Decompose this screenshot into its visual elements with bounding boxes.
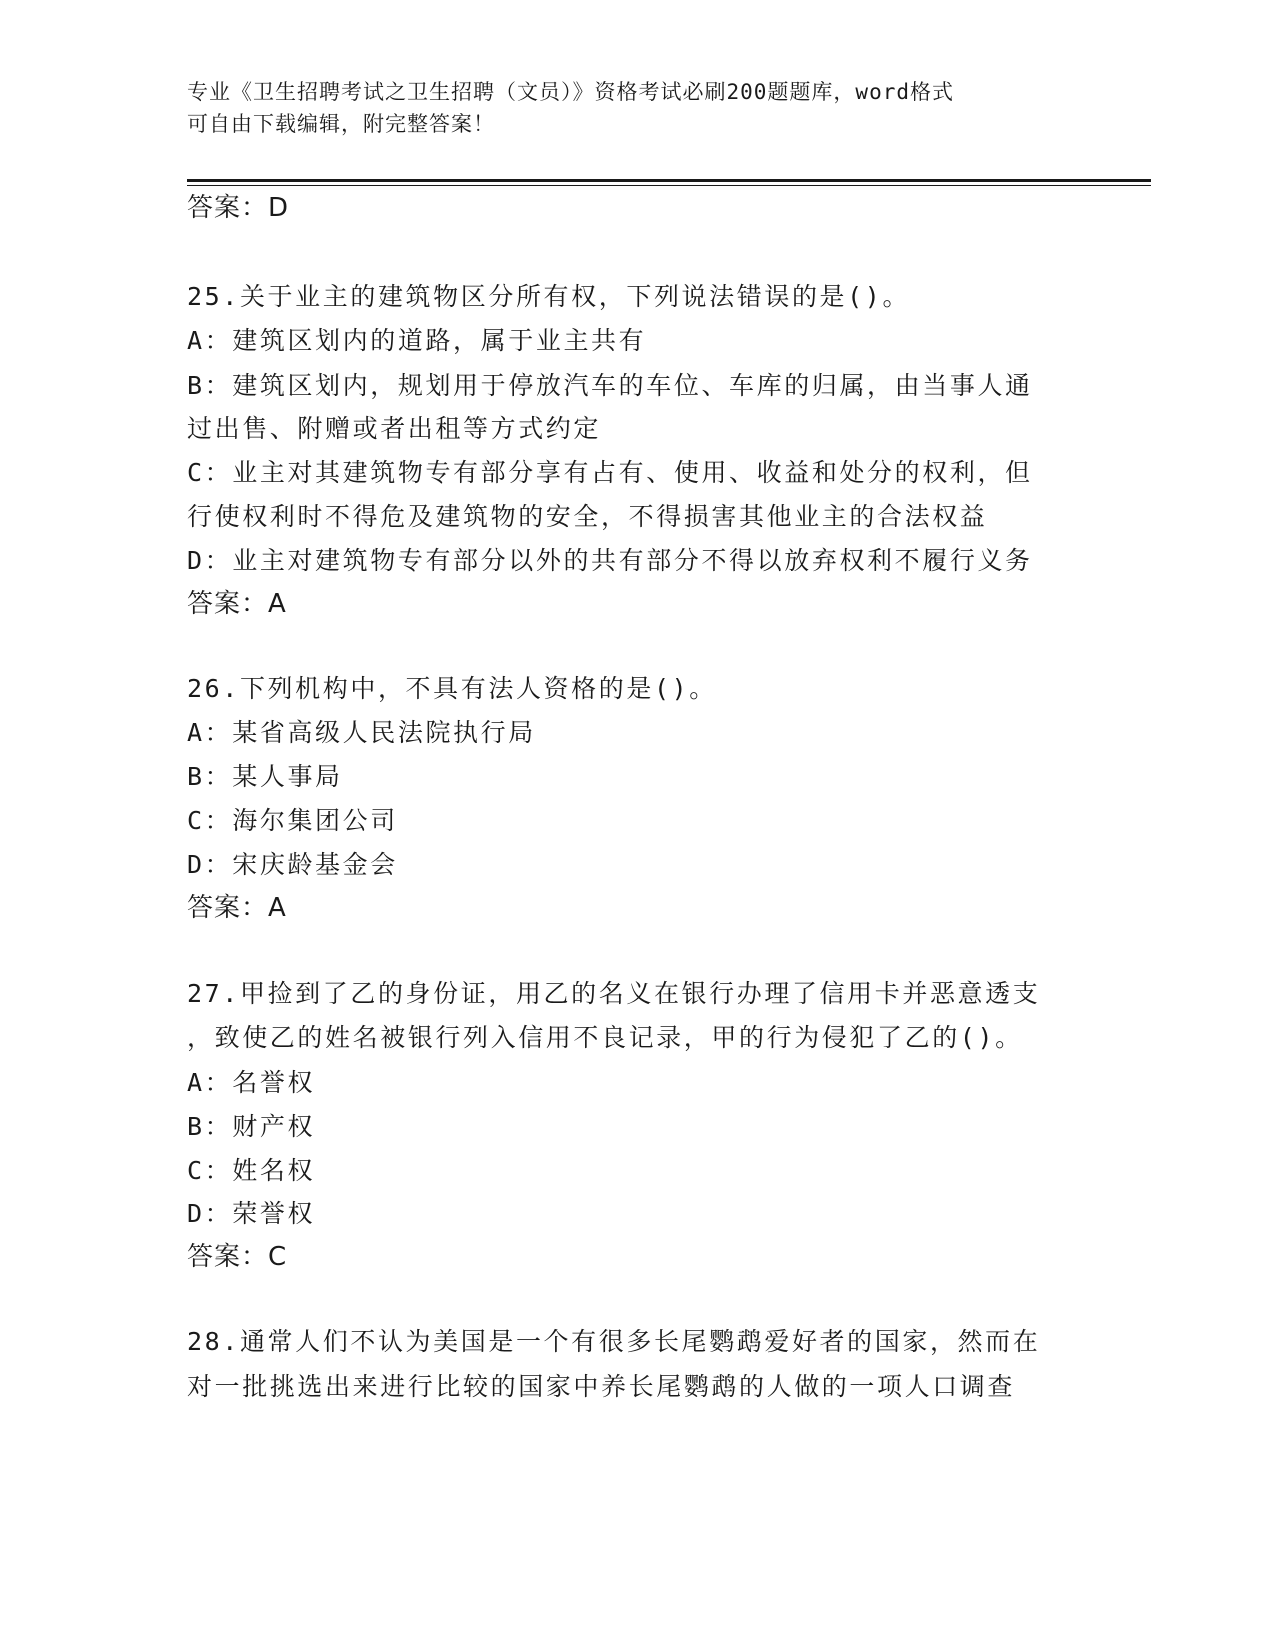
document-header — [187, 76, 1067, 140]
option-c: C：业主对其建筑物专有部分享有占有、使用、收益和处分的权利，但 — [187, 458, 1033, 487]
option-b: B：某人事局 — [187, 762, 343, 791]
option-b: B：财产权 — [187, 1112, 316, 1141]
header-divider-thick — [187, 179, 1151, 182]
option-c-continued: 行使权利时不得危及建筑物的安全，不得损害其他业主的合法权益 — [187, 502, 988, 531]
question-stem: 25.关于业主的建筑物区分所有权，下列说法错误的是()。 — [187, 282, 911, 311]
option-c: C：海尔集团公司 — [187, 806, 398, 835]
question-answer: 答案：C — [187, 1242, 288, 1272]
question-stem-continued: 对一批挑选出来进行比较的国家中养长尾鹦鹉的人做的一项人口调查 — [187, 1372, 1016, 1401]
previous-answer: 答案：D — [187, 193, 290, 223]
header-line-2: 可自由下载编辑，附完整答案！ — [187, 112, 495, 136]
header-divider-thin — [187, 185, 1151, 186]
option-a: A：建筑区划内的道路，属于业主共有 — [187, 326, 647, 355]
question-answer: 答案：A — [187, 589, 287, 619]
question-stem: 28.通常人们不认为美国是一个有很多长尾鹦鹉爱好者的国家，然而在 — [187, 1327, 1041, 1356]
option-d: D：荣誉权 — [187, 1199, 316, 1228]
question-stem: 26.下列机构中，不具有法人资格的是()。 — [187, 674, 717, 703]
question-stem: 27.甲捡到了乙的身份证，用乙的名义在银行办理了信用卡并恶意透支 — [187, 979, 1041, 1008]
option-b-continued: 过出售、附赠或者出租等方式约定 — [187, 414, 602, 443]
question-stem-continued: ，致使乙的姓名被银行列入信用不良记录，甲的行为侵犯了乙的()。 — [187, 1023, 1023, 1052]
option-d: D：宋庆龄基金会 — [187, 850, 398, 879]
option-a: A：名誉权 — [187, 1068, 316, 1097]
option-d: D：业主对建筑物专有部分以外的共有部分不得以放弃权利不履行义务 — [187, 546, 1033, 575]
option-c: C：姓名权 — [187, 1156, 316, 1185]
header-line-1: 专业《卫生招聘考试之卫生招聘（文员）》资格考试必刷200题题库，word格式 — [187, 80, 954, 104]
question-answer: 答案：A — [187, 893, 287, 923]
option-b: B：建筑区划内，规划用于停放汽车的车位、车库的归属，由当事人通 — [187, 371, 1033, 400]
option-a: A：某省高级人民法院执行局 — [187, 718, 536, 747]
